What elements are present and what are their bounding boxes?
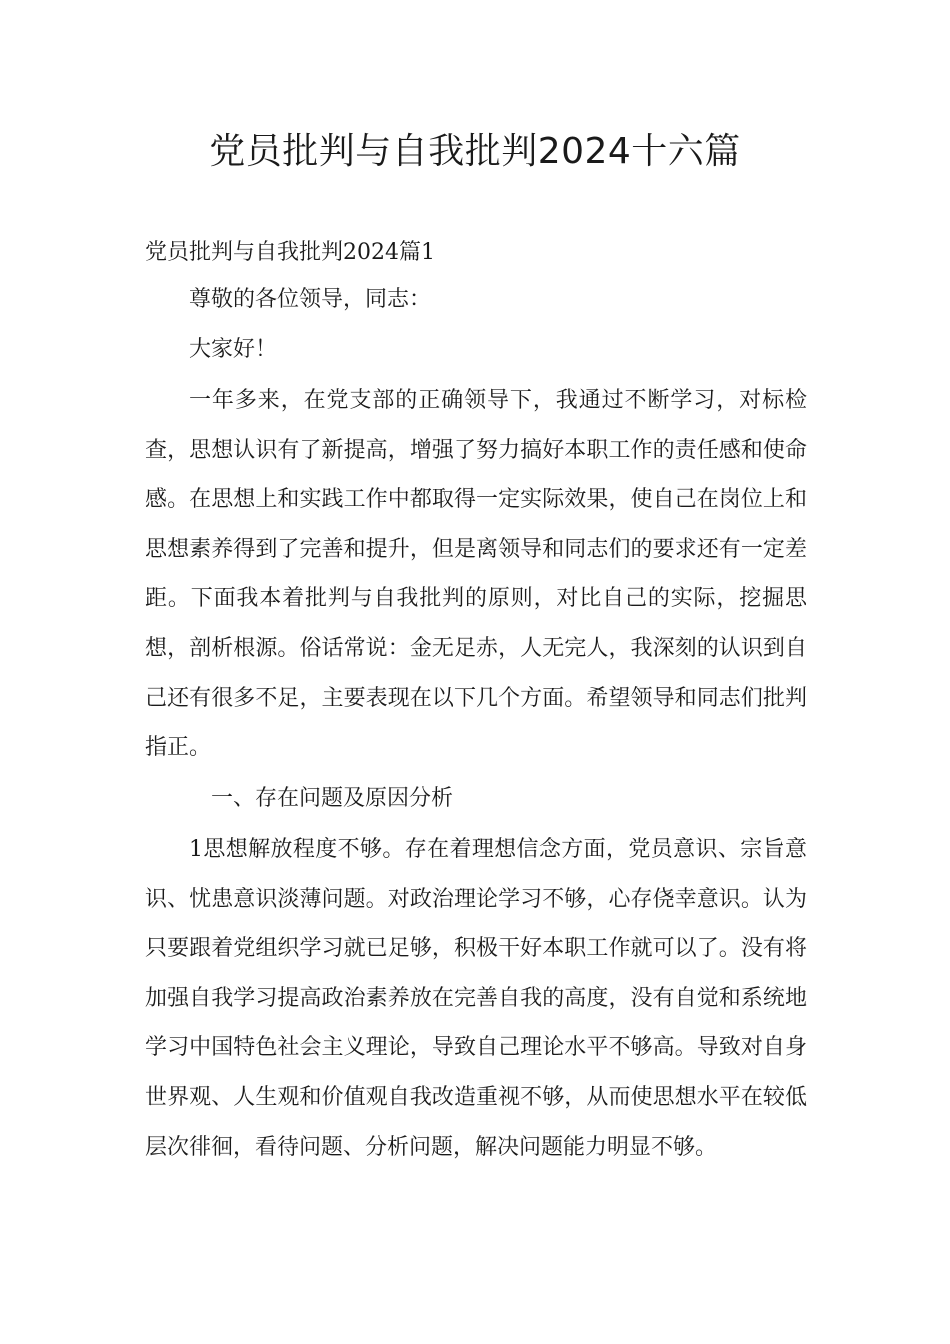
section-title: 党员批判与自我批判2024篇1: [145, 240, 435, 265]
section-heading: 一、存在问题及原因分析: [211, 786, 454, 811]
paragraph-intro: 一年多来，在党支部的正确领导下，我通过不断学习，对标检查，思想认识有了新提高，增强了努力搞好本职工作的责任感和使命感。在思想上和实践工作中都取得一定实际效果，使自己在岗位上和思想素养得到了完善和提升，但是离领导和同志们的要求还有一定差距。下面我本着批判与自我批判的原则，对比自己的实际，挖掘思想，剖析根源。俗话常说：金无足赤，人无完人，我深刻的认识到自己还有很多不足，主要表现在以下几个方面。希望领导和同志们批判指正。: [145, 388, 807, 761]
greeting: 大家好！: [189, 337, 278, 362]
salutation: 尊敬的各位领导，同志：: [189, 287, 432, 312]
paragraph-problem-1: 1思想解放程度不够。存在着理想信念方面，党员意识、宗旨意识、忧患意识淡薄问题。对政治理论学习不够，心存侥幸意识。认为只要跟着党组织学习就已足够，积极干好本职工作就可以了。没有将加强自我学习提高政治素养放在完善自我的高度，没有自觉和系统地学习中国特色社会主义理论，导致自己理论水平不够高。导致对自身世界观、人生观和价值观自我改造重视不够，从而使思想水平在较低层次徘徊，看待问题、分析问题，解决问题能力明显不够。: [145, 837, 807, 1160]
document-title: 党员批判与自我批判2024十六篇: [209, 131, 741, 172]
